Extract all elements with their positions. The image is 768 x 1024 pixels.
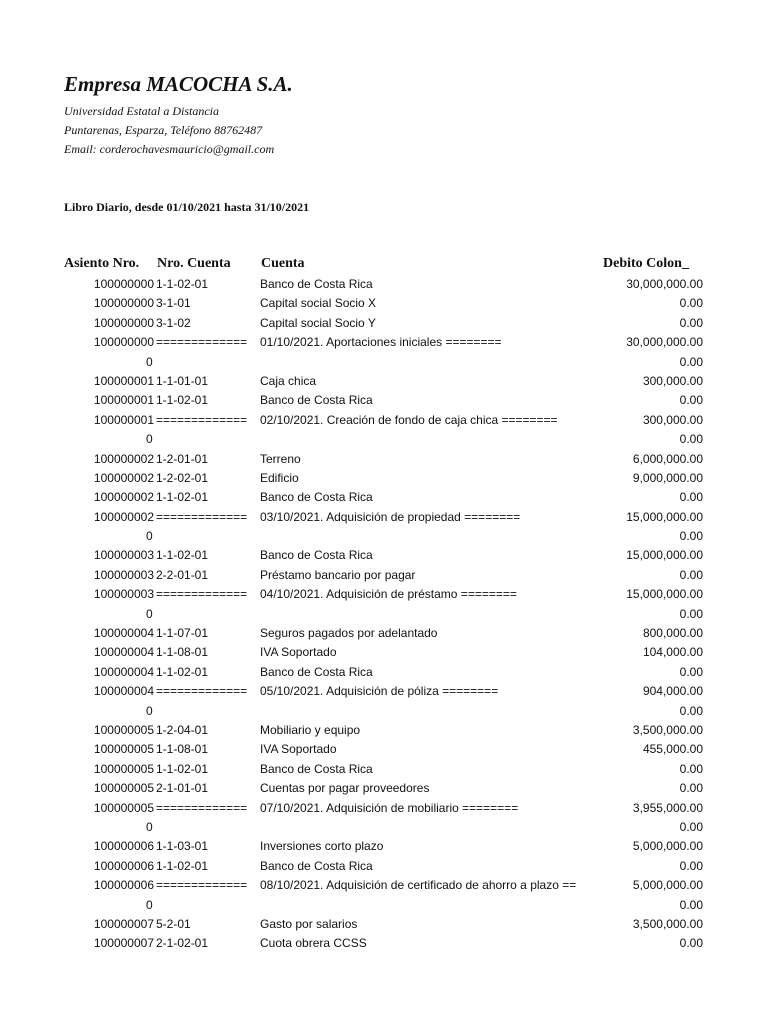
debito-cell: 3,500,000.00 [632,722,703,737]
nro-cuenta-cell: 1-1-02-01 [156,761,209,776]
nro-cuenta-cell: ============= [156,878,248,893]
asiento-cell: 100000002 [93,490,154,505]
continuation-cell: 0 [146,354,153,369]
debito-cell: 904,000.00 [642,684,703,699]
debito-cell: 5,000,000.00 [632,878,703,893]
nro-cuenta-cell: 1-2-02-01 [156,470,209,485]
nro-cuenta-cell: ============= [156,509,248,524]
cuenta-cell: Capital social Socio X [260,296,377,311]
debito-cell: 0.00 [679,761,703,776]
nro-cuenta-cell: ============= [156,684,248,699]
asiento-cell: 100000006 [93,878,154,893]
nro-cuenta-cell: 1-1-01-01 [156,373,209,388]
debito-cell: 3,955,000.00 [632,800,703,815]
continuation-cell: 0 [146,703,153,718]
continuation-cell: 0 [146,819,153,834]
debito-cell: 5,000,000.00 [632,839,703,854]
debito-cell: 0.00 [679,781,703,796]
company-email: Email: corderochavesmauricio@gmail.com [64,142,275,156]
cuenta-cell: Caja chica [260,373,317,388]
cuenta-cell: Banco de Costa Rica [260,277,373,291]
journal-table [0,275,768,954]
nro-cuenta-cell: 1-1-02-01 [156,490,209,505]
debito-cell: 0.00 [679,897,703,912]
table-row [0,799,768,818]
cuenta-cell: 01/10/2021. Aportaciones iniciales ======== [260,335,502,350]
nro-cuenta-cell: 3-1-01 [156,296,191,311]
cuenta-cell: 05/10/2021. Adquisición de póliza ======== [260,684,499,699]
continuation-cell: 0 [146,432,153,447]
table-row [0,682,768,701]
table-row [0,779,768,798]
table-row [0,876,768,895]
debito-cell: 0.00 [679,432,703,447]
asiento-cell: 100000007 [93,936,154,951]
table-row [0,508,768,527]
asiento-cell: 100000005 [93,781,154,796]
debito-cell: 15,000,000.00 [626,509,703,524]
debito-cell: 800,000.00 [642,626,703,641]
asiento-cell: 100000005 [93,761,154,776]
table-row [0,624,768,643]
debito-cell: 0.00 [679,664,703,679]
nro-cuenta-cell: 1-1-02-01 [156,548,209,563]
asiento-cell: 100000003 [93,548,154,563]
debito-cell: 300,000.00 [642,412,703,427]
nro-cuenta-cell: 1-1-08-01 [156,742,209,757]
cuenta-cell: Banco de Costa Rica [260,393,373,408]
debito-cell: 30,000,000.00 [626,277,703,291]
debito-cell: 0.00 [679,936,703,951]
cuenta-cell: 02/10/2021. Creación de fondo de caja chica ======== [260,412,558,427]
nro-cuenta-cell: ============= [156,800,248,815]
table-row [0,702,768,721]
asiento-cell: 100000001 [93,393,154,408]
asiento-cell: 100000004 [93,684,154,699]
asiento-cell: 100000003 [93,587,154,602]
nro-cuenta-cell: 1-1-03-01 [156,839,209,854]
debito-cell: 0.00 [679,529,703,544]
nro-cuenta-cell: 5-2-01 [156,916,191,931]
debito-cell: 0.00 [679,393,703,408]
asiento-cell: 100000005 [93,800,154,815]
cuenta-cell: Seguros pagados por adelantado [260,626,438,641]
nro-cuenta-cell: ============= [156,587,248,602]
cuenta-cell: 07/10/2021. Adquisición de mobiliario ======== [260,800,519,815]
asiento-cell: 100000002 [93,470,154,485]
cuenta-cell: Banco de Costa Rica [260,664,373,679]
debito-cell: 0.00 [679,606,703,621]
asiento-cell: 100000005 [93,722,154,737]
debito-cell: 0.00 [679,490,703,505]
debito-cell: 0.00 [679,819,703,834]
table-row [0,566,768,585]
column-header-cuenta: Cuenta [261,256,305,271]
cuenta-cell: Edificio [260,470,299,485]
table-row [0,372,768,391]
asiento-cell: 100000005 [93,742,154,757]
cuenta-cell: Terreno [260,451,301,466]
asiento-cell: 100000004 [93,664,154,679]
debito-cell: 0.00 [679,858,703,873]
nro-cuenta-cell: ============= [156,412,248,427]
university-name: Universidad Estatal a Distancia [64,104,219,118]
cuenta-cell: Inversiones corto plazo [260,839,384,854]
asiento-cell: 100000006 [93,858,154,873]
cuenta-cell: Banco de Costa Rica [260,761,373,776]
nro-cuenta-cell: 1-1-08-01 [156,645,209,660]
cuenta-cell: Banco de Costa Rica [260,548,373,563]
cuenta-cell: IVA Soportado [260,645,337,660]
debito-cell: 0.00 [679,296,703,311]
table-row [0,546,768,565]
debito-cell: 9,000,000.00 [632,470,703,485]
table-row [0,333,768,352]
table-row [0,896,768,915]
table-row [0,411,768,430]
table-row [0,721,768,740]
debito-cell: 0.00 [679,703,703,718]
table-row [0,643,768,662]
debito-cell: 300,000.00 [642,373,703,388]
nro-cuenta-cell: 3-1-02 [156,315,191,330]
journal-title: Libro Diario, desde 01/10/2021 hasta 31/10/2021 [64,200,310,214]
table-row [0,353,768,372]
asiento-cell: 100000002 [93,509,154,524]
debito-cell: 455,000.00 [642,742,703,757]
cuenta-cell: Banco de Costa Rica [260,858,373,873]
table-row [0,585,768,604]
nro-cuenta-cell: 1-1-02-01 [156,277,209,291]
debito-cell: 15,000,000.00 [626,548,703,563]
debito-cell: 30,000,000.00 [626,335,703,350]
table-row [0,391,768,410]
asiento-cell: 100000004 [93,626,154,641]
nro-cuenta-cell: 2-1-01-01 [156,781,209,796]
asiento-cell: 100000004 [93,645,154,660]
table-row [0,934,768,953]
asiento-cell: 100000000 [93,315,154,330]
cuenta-cell: Gasto por salarios [260,916,358,931]
table-row [0,314,768,333]
table-row [0,760,768,779]
nro-cuenta-cell: 2-1-02-01 [156,936,209,951]
cuenta-cell: Banco de Costa Rica [260,490,373,505]
cuenta-cell: 04/10/2021. Adquisición de préstamo ======== [260,587,517,602]
debito-cell: 6,000,000.00 [632,451,703,466]
column-header-debito: Debito Colon_ [603,256,689,271]
table-row [0,488,768,507]
asiento-cell: 100000000 [93,335,154,350]
nro-cuenta-cell: 1-2-01-01 [156,451,209,466]
cuenta-cell: 03/10/2021. Adquisición de propiedad ======== [260,509,521,524]
table-row [0,294,768,313]
debito-cell: 0.00 [679,567,703,582]
debito-cell: 0.00 [679,354,703,369]
nro-cuenta-cell: 1-1-02-01 [156,393,209,408]
asiento-cell: 100000000 [93,296,154,311]
continuation-cell: 0 [146,529,153,544]
asiento-cell: 100000002 [93,451,154,466]
table-row [0,857,768,876]
table-row [0,275,768,294]
debito-cell: 104,000.00 [642,645,703,660]
table-row [0,818,768,837]
continuation-cell: 0 [146,897,153,912]
table-row [0,527,768,546]
asiento-cell: 100000001 [93,412,154,427]
nro-cuenta-cell: 1-1-02-01 [156,858,209,873]
debito-cell: 3,500,000.00 [632,916,703,931]
table-row [0,915,768,934]
cuenta-cell: Cuota obrera CCSS [260,936,367,951]
company-address: Puntarenas, Esparza, Teléfono 88762487 [64,123,263,137]
cuenta-cell: Mobiliario y equipo [260,722,361,737]
nro-cuenta-cell: 1-1-02-01 [156,664,209,679]
nro-cuenta-cell: 1-1-07-01 [156,626,209,641]
asiento-cell: 100000007 [93,916,154,931]
asiento-cell: 100000006 [93,839,154,854]
table-row [0,837,768,856]
asiento-cell: 100000000 [93,277,154,291]
table-row [0,605,768,624]
asiento-cell: 100000003 [93,567,154,582]
cuenta-cell: 08/10/2021. Adquisición de certificado de ahorro a plazo == [260,878,577,893]
column-header-nro-cuenta: Nro. Cuenta [157,256,231,271]
asiento-cell: 100000001 [93,373,154,388]
cuenta-cell: Cuentas por pagar proveedores [260,781,430,796]
cuenta-cell: Préstamo bancario por pagar [260,567,416,582]
debito-cell: 0.00 [679,315,703,330]
table-row [0,663,768,682]
cuenta-cell: Capital social Socio Y [260,315,376,330]
table-row [0,469,768,488]
table-row [0,430,768,449]
continuation-cell: 0 [146,606,153,621]
table-row [0,740,768,759]
nro-cuenta-cell: 1-2-04-01 [156,722,209,737]
company-name: Empresa MACOCHA S.A. [64,72,293,96]
nro-cuenta-cell: ============= [156,335,248,350]
cuenta-cell: IVA Soportado [260,742,337,757]
column-header-asiento: Asiento Nro. [64,256,140,271]
debito-cell: 15,000,000.00 [626,587,703,602]
table-row [0,450,768,469]
nro-cuenta-cell: 2-2-01-01 [156,567,209,582]
